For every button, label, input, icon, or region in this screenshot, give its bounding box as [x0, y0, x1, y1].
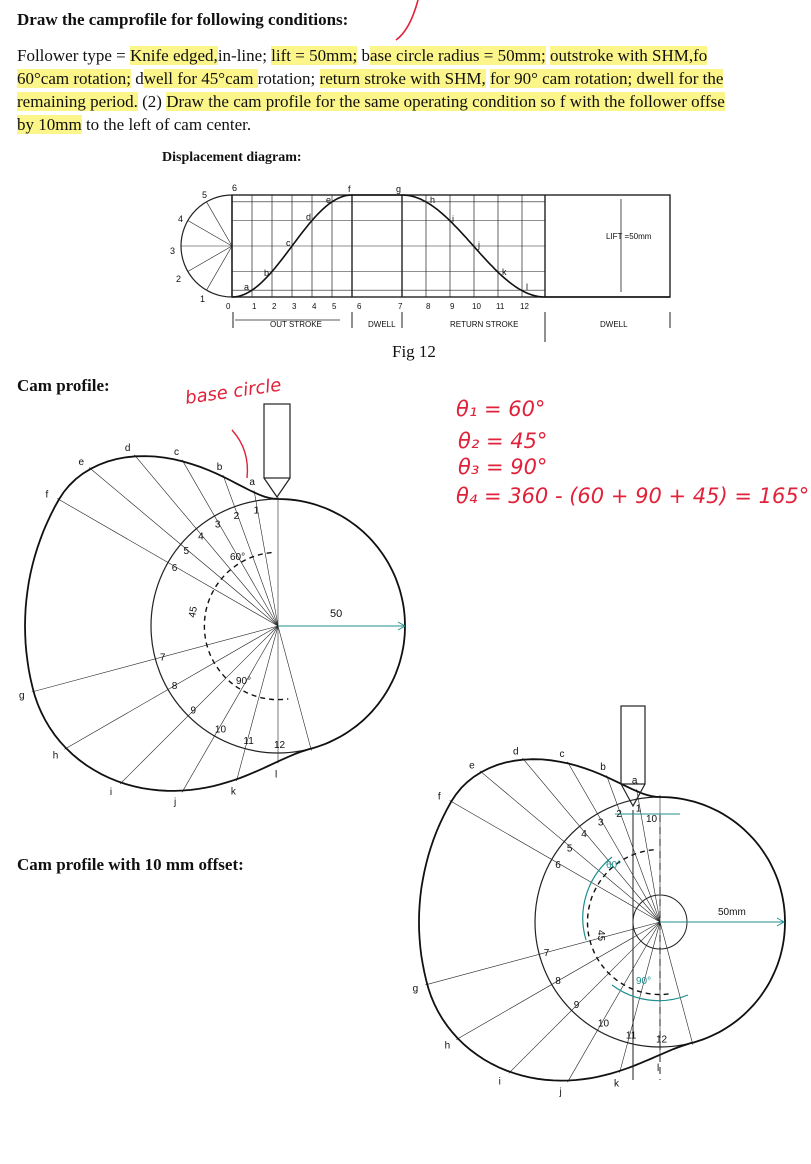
radial-line [620, 922, 660, 1073]
division-number: 1 [635, 803, 642, 815]
curve-letter: d [306, 212, 312, 222]
division-number: 9 [190, 705, 197, 717]
return-stroke-label: RETURN STROKE [450, 320, 519, 329]
division-number: 6 [555, 859, 561, 871]
profile-letter: g [412, 983, 419, 995]
curve-letter: k [502, 267, 507, 277]
profile-letter: a [631, 775, 638, 787]
cam1-angle-dwell: 45 [187, 605, 200, 619]
curve-letter: h [430, 195, 436, 205]
diagram-labels [170, 183, 529, 311]
curve-letter: l [526, 282, 528, 292]
dwell-label-2: DWELL [600, 320, 628, 329]
profile-letter: c [559, 749, 565, 761]
paragraph-segment: ase circle radius = 50mm; [370, 46, 546, 65]
division-number: 4 [581, 828, 587, 840]
paragraph-segment: for 90° cam rotation; dwell for the [490, 69, 724, 88]
cam1-note-pointer [232, 430, 247, 478]
shm-semicircle [181, 195, 232, 297]
note-theta2: θ₂ = 45° [458, 429, 548, 453]
profile-letter: b [600, 762, 606, 773]
curve-letter: i [452, 214, 454, 224]
curve-letter: f [348, 184, 351, 194]
semicircle-number: 3 [170, 246, 176, 256]
dwell-label-1: DWELL [368, 320, 396, 329]
profile-letter: j [559, 1086, 562, 1098]
paragraph-segment: 60°cam rotation; [17, 69, 131, 88]
paragraph-segment: Draw the cam profile for the same operating condition so f with the follower offse [166, 92, 725, 111]
cam2-angle-dwell: 45 [595, 930, 606, 942]
semicircle-spoke [188, 221, 232, 247]
offset-cam-profile-label: Cam profile with 10 mm offset: [17, 855, 244, 874]
radial-line [568, 922, 661, 1082]
profile-letter: e [78, 457, 85, 469]
axis-number: 3 [292, 302, 297, 311]
curve-letter: j [478, 240, 480, 250]
profile-letter: j [174, 796, 177, 808]
curve-letter: c [286, 238, 291, 248]
division-number: 12 [656, 1034, 668, 1046]
axis-number: 1 [252, 302, 257, 311]
division-number: 8 [171, 681, 178, 693]
paragraph-segment: outstroke with SHM,fo [550, 46, 708, 65]
profile-letter: i [109, 787, 113, 799]
cam1-angle-outstroke: 60° [230, 552, 246, 563]
paragraph-segment: rotation; [257, 69, 320, 88]
profile-letter: a [249, 476, 255, 488]
paragraph-segment: return stroke with SHM, [319, 69, 486, 88]
semicircle-spoke [207, 202, 233, 246]
axis-number: 5 [332, 302, 337, 311]
paragraph-segment: remaining period. [17, 92, 138, 111]
cam1-knife-follower [264, 404, 290, 497]
division-number: 12 [274, 740, 286, 752]
handwritten-notes [456, 397, 809, 508]
axis-number: 6 [357, 302, 362, 311]
axis-number: 7 [398, 302, 403, 311]
profile-letter: k [614, 1078, 619, 1090]
figure-caption: Fig 12 [392, 342, 436, 361]
axis-number: 9 [450, 302, 455, 311]
cam2-offset-label: 10 [646, 814, 658, 825]
paragraph-segment: Follower type = [17, 46, 130, 65]
profile-letter: g [19, 690, 25, 702]
cam2-radial-lines [425, 758, 693, 1082]
outstroke-label: OUT STROKE [270, 320, 322, 329]
division-number: 3 [214, 519, 221, 531]
division-number: 10 [597, 1018, 610, 1030]
note-theta1: θ₁ = 60° [456, 397, 546, 421]
curve-letter: g [396, 184, 402, 194]
profile-letter: k [230, 786, 236, 798]
axis-number: 12 [520, 302, 529, 311]
paragraph-segment: Knife edged, [130, 46, 218, 65]
cam2-angle-outstroke: 60° [606, 860, 622, 871]
division-number: 2 [233, 511, 240, 522]
paragraph-segment: well for 45°cam [143, 69, 258, 88]
curve-letter: e [326, 195, 332, 205]
cam2-knife-follower [621, 706, 645, 806]
division-number: 5 [183, 546, 190, 558]
question-title: Draw the camprofile for following conditions: [17, 10, 349, 29]
axis-number: 2 [272, 302, 277, 311]
semicircle-number: 1 [200, 294, 206, 304]
division-number: 10 [214, 724, 227, 736]
cam2-angle-return: 90° [636, 976, 652, 987]
profile-letter: i [498, 1076, 501, 1088]
profile-letter: h [444, 1040, 451, 1052]
axis-number: 10 [472, 302, 481, 311]
cam1-radial-lines [32, 455, 312, 793]
curve-letter: b [264, 268, 270, 278]
cam-profile-label: Cam profile: [17, 376, 110, 395]
axis-number: 11 [496, 302, 505, 311]
profile-letter: f [437, 791, 441, 803]
cam2-radius-label: 50mm [718, 907, 746, 918]
division-number: 5 [566, 843, 573, 855]
paragraph-segment: to the left of cam center. [81, 115, 252, 134]
axis-number: 4 [312, 302, 317, 311]
semicircle-spoke [188, 246, 232, 272]
annotation-tick [396, 0, 418, 40]
paragraph-segment: b [357, 46, 371, 65]
displacement-diagram-label: Displacement diagram: [162, 150, 302, 165]
division-number: 11 [625, 1030, 637, 1042]
cam1-profile-curve [25, 456, 405, 791]
semicircle-number: 5 [202, 190, 208, 200]
cam-profile-inline [19, 375, 405, 808]
cam1-handwritten-note: base circle [183, 374, 283, 409]
semicircle-number: 4 [178, 214, 184, 224]
cam2-teal-arc-2 [612, 985, 688, 1001]
cam-profile-offset [413, 706, 785, 1098]
profile-letter: e [469, 760, 475, 772]
profile-letter: h [52, 750, 59, 762]
division-number: 7 [159, 652, 166, 664]
division-number: 3 [597, 817, 604, 829]
profile-letter: d [513, 746, 519, 758]
semicircle-number: 2 [176, 274, 182, 284]
radial-line [425, 922, 660, 988]
division-number: 1 [253, 505, 260, 517]
curve-letter: a [244, 282, 250, 292]
radial-line [237, 626, 279, 781]
division-number: 11 [243, 736, 254, 748]
division-number: 7 [543, 948, 550, 960]
profile-letter: l [275, 769, 278, 781]
profile-letter: c [174, 447, 179, 459]
division-number: 6 [171, 562, 178, 574]
diagram-grid [232, 195, 545, 297]
radial-line [134, 455, 278, 626]
profile-letter: d [124, 443, 131, 455]
profile-letter: l [657, 1062, 660, 1074]
radial-line [660, 922, 693, 1045]
paragraph-segment: d [130, 69, 144, 88]
radial-line [278, 626, 311, 751]
lift-label: LIFT =50mm [606, 232, 652, 241]
paragraph-segment: in-line; [217, 46, 272, 65]
cam1-radius-label: 50 [330, 608, 343, 620]
cam1-angle-return: 90° [236, 676, 252, 687]
paragraph-segment: (2) [137, 92, 167, 111]
paragraph-segment: by 10mm [17, 115, 82, 134]
division-number: 9 [573, 1000, 580, 1012]
division-number: 2 [616, 808, 622, 820]
displacement-diagram [170, 183, 670, 342]
division-number: 8 [555, 976, 561, 988]
semicircle-spoke [207, 246, 233, 290]
paragraph-segment: lift = 50mm; [271, 46, 358, 65]
axis-number: 8 [426, 302, 431, 311]
radial-line [120, 626, 278, 784]
note-theta4: θ₄ = 360 - (60 + 90 + 45) = 165° [456, 484, 810, 508]
semicircle-number: 6 [232, 183, 238, 193]
profile-letter: f [45, 489, 49, 501]
axis-number: 0 [226, 302, 231, 311]
division-number: 4 [198, 531, 204, 543]
profile-letter: b [216, 461, 223, 473]
note-theta3: θ₃ = 90° [458, 455, 548, 479]
